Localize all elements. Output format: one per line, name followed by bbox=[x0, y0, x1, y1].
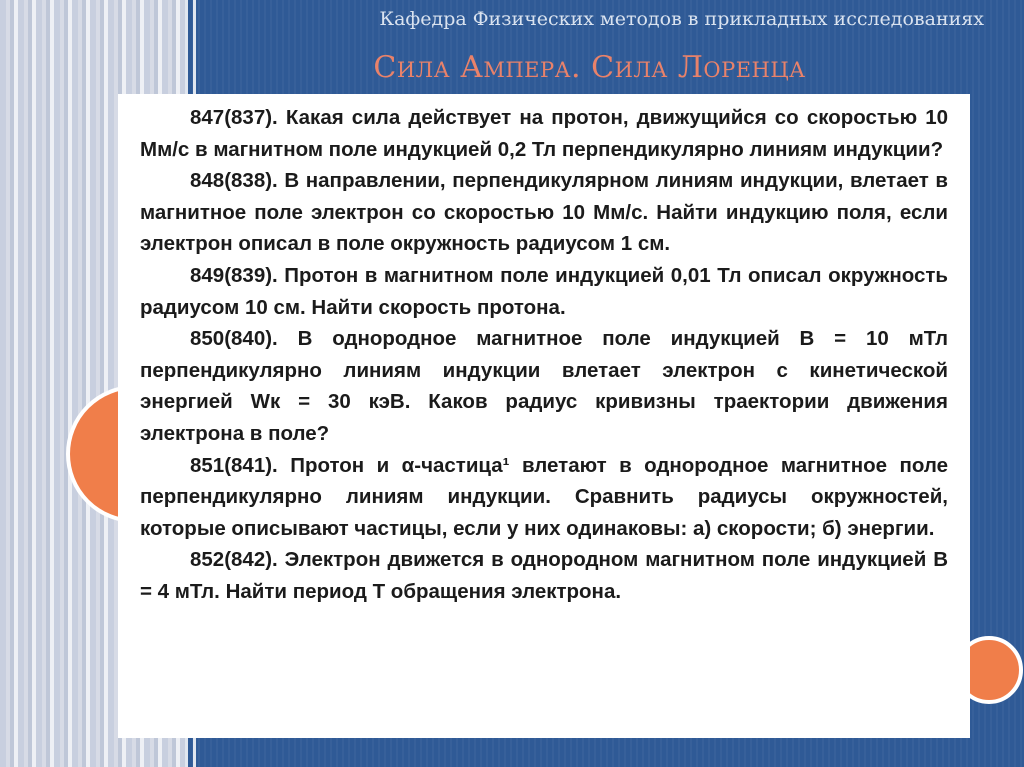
problem-item bbox=[140, 165, 948, 260]
slide-title: Сила Ампера. Сила Лоренца bbox=[373, 50, 806, 85]
problem-text: Какая сила действует на протон, движущийся со скоростью 10 Мм/с в магнитном поле индукцией 0,2 Тл перпендикулярно линиям индукции? bbox=[140, 106, 948, 161]
problem-item bbox=[140, 260, 948, 323]
problem-number: 851(841). bbox=[190, 453, 278, 477]
problem-number: 847(837). bbox=[190, 106, 278, 129]
problem-number: 852(842). bbox=[190, 548, 278, 572]
problem-number: 850(840). bbox=[190, 327, 278, 351]
problem-text: Протон и α-частица¹ влетают в однородное магнитное поле перпендикулярно линиям индукции. Сравнить радиусы окружностей, которые описывают частицы, если у них одинаковы: а) скорости; б) энергии. bbox=[140, 453, 948, 540]
problem-text: В однородное магнитное поле индукцией B = 10 мТл перпендикулярно линиям индукции влетает электрон с кинетической энергией Wк = 30 кэВ. Каков радиус кривизны траектории движения электрона в поле? bbox=[140, 327, 948, 445]
problem-text: В направлении, перпендикулярном линиям индукции, влетает в магнитное поле электрон со скоростью 10 Мм/с. Найти индукцию поля, если электрон описал в поле окружность радиусом 1 см. bbox=[140, 169, 948, 256]
problem-item bbox=[140, 450, 948, 545]
problem-item bbox=[140, 323, 948, 449]
department-header: Кафедра Физических методов в прикладных исследованиях bbox=[379, 8, 984, 30]
problem-number: 849(839). bbox=[190, 263, 278, 287]
problem-item bbox=[140, 544, 948, 607]
problem-number: 848(838). bbox=[190, 169, 278, 193]
problem-text: Протон в магнитном поле индукцией 0,01 Тл описал окружность радиусом 10 см. Найти скорость протона. bbox=[140, 263, 948, 319]
problem-text: Электрон движется в однородном магнитном поле индукцией B = 4 мТл. Найти период T обращения электрона. bbox=[140, 548, 948, 603]
problem-item bbox=[140, 102, 948, 165]
problem-text-block bbox=[118, 94, 970, 738]
